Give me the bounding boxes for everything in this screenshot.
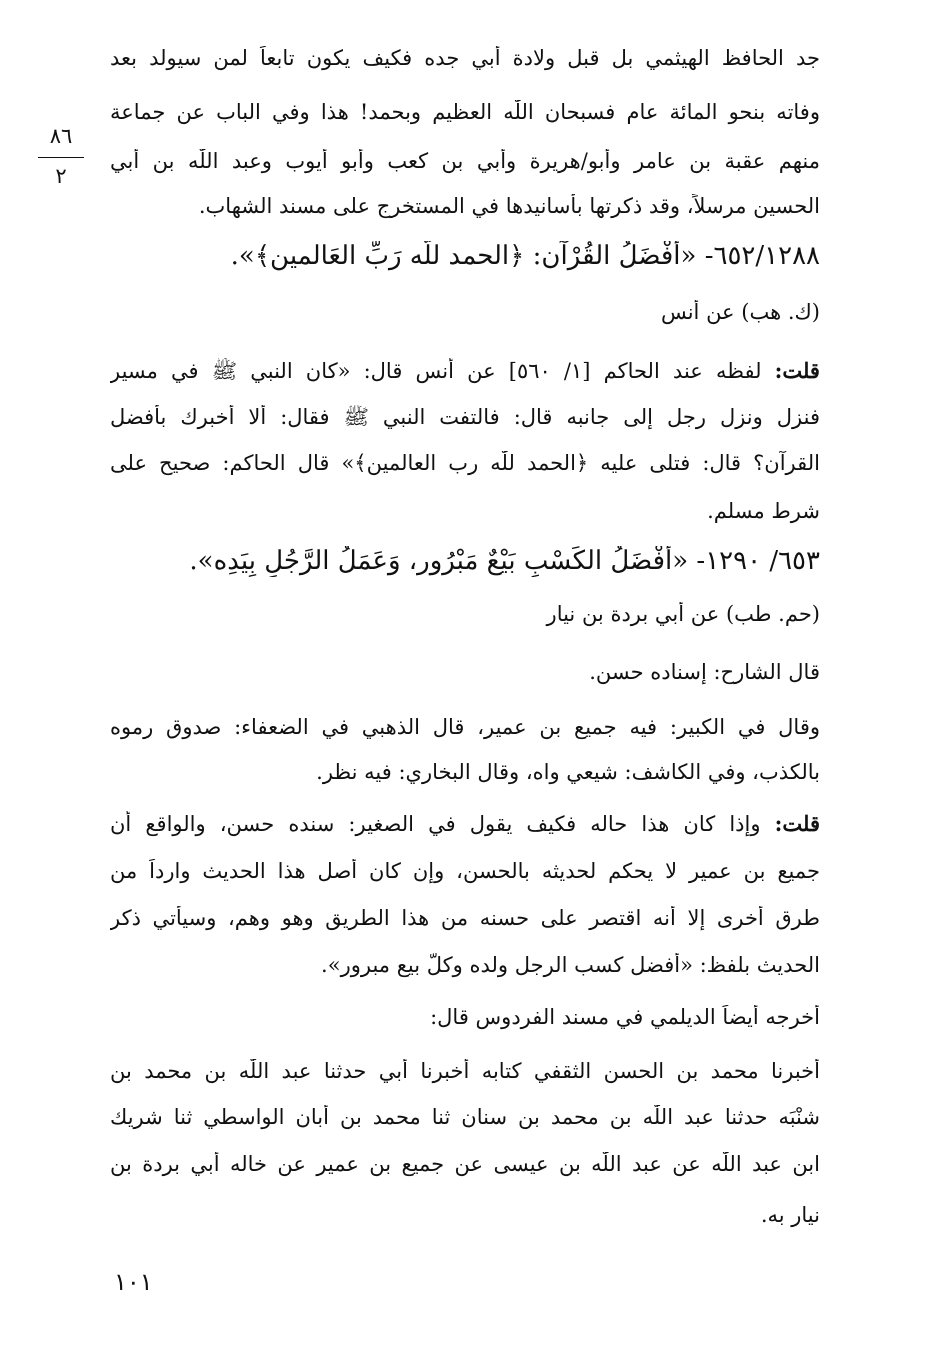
text-line: جد الحافظ الهيثمي بل قبل ولادة أبي جده فكيف يكون تابعاً لمن سيولد بعد <box>110 46 820 70</box>
qultu-text: وإذا كان هذا حاله فكيف يقول في الصغير: سنده حسن، والواقع أن <box>110 812 775 836</box>
text-line: الحديث بلفظ: «أفضل كسب الرجل ولده وكلُّ بيع مبرور». <box>321 953 820 977</box>
margin-reference-top: ٨٦ <box>49 124 73 148</box>
text-line: ابن عبد اللّٰه عن عبد اللّٰه بن عيسى عن جميع بن عمير عن خاله أبي بردة بن <box>110 1152 820 1176</box>
text-line: وقال في الكبير: فيه جميع بن عمير، قال الذهبي في الضعفاء: صدوق رموه <box>110 715 820 739</box>
text-line: أخرجه أيضاً الديلمي في مسند الفردوس قال: <box>430 1005 820 1029</box>
text-line: الحسين مرسلاً، وقد ذكرتها بأسانيدها في المستخرج على مسند الشهاب. <box>198 194 820 218</box>
text-line: طرق أخرى إلا أنه اقتصر على حسنه من هذا الطريق وهو وهم، وسيأتي ذكر <box>110 906 820 930</box>
qultu-text: لفظه عند الحاكم [١/ ٥٦٠] عن أنس قال: «كان النبي ﷺ في مسير <box>110 359 775 383</box>
text-line: نيار به. <box>760 1203 820 1227</box>
text-line: أخبرنا محمد بن الحسن الثقفي كتابه أخبرنا أبي حدثنا عبد اللّٰه بن محمد بن <box>110 1059 820 1083</box>
text-line: منهم عقبة بن عامر وأبو/هريرة وأبي بن كعب وأبو أيوب وعبد اللّٰه بن أبي <box>110 149 820 173</box>
hadith-source: (ك. هب) عن أنس <box>660 300 820 324</box>
hadith-652: ٦٥٢/١٢٨٨- «أَفْضَلُ القُرْآن: ﴿الحمد للَّه رَبِّ العَالمين﴾». <box>230 241 820 271</box>
qultu-paragraph <box>110 811 820 837</box>
margin-reference <box>36 124 86 189</box>
qultu-paragraph <box>110 358 820 384</box>
text-line: القرآن؟ قال: فتلى عليه ﴿الحمد للّٰه رب العالمين﴾» قال الحاكم: صحيح على <box>110 451 820 475</box>
hadith-source: (حم. طب) عن أبي بردة بن نيار <box>546 602 820 626</box>
margin-reference-rule <box>38 157 84 158</box>
text-line: شنْبَه حدثنا عبد اللّٰه بن محمد بن سنان ثنا محمد بن أبان الواسطي ثنا شريك <box>110 1105 820 1129</box>
text-line: جميع بن عمير لا يحكم لحديثه بالحسن، وإن كان أصل هذا الحديث وارداً من <box>110 859 820 883</box>
page-number: ١٠١ <box>114 1268 153 1296</box>
text-line: بالكذب، وفي الكاشف: شيعي واه، وقال البخاري: فيه نظر. <box>316 760 820 784</box>
text-line: وفاته بنحو المائة عام فسبحان اللّٰه العظيم وبحمد! هذا وفي الباب عن جماعة <box>110 100 820 124</box>
text-line: فنزل ونزل رجل إلى جانبه قال: فالتفت النبي ﷺ فقال: ألا أخبرك بأفضل <box>110 405 820 429</box>
qultu-label: قلت: <box>774 358 820 383</box>
margin-reference-bottom: ٢ <box>55 164 67 189</box>
qultu-label: قلت: <box>774 811 820 836</box>
text-line: قال الشارح: إسناده حسن. <box>589 660 820 684</box>
hadith-653: ٦٥٣/ ١٢٩٠- «أَفْضَلُ الكَسْبِ بَيْعٌ مَبْرُور، وَعَمَلُ الرَّجُلِ بِيَدِه». <box>189 546 820 576</box>
text-line: شرط مسلم. <box>707 499 820 523</box>
